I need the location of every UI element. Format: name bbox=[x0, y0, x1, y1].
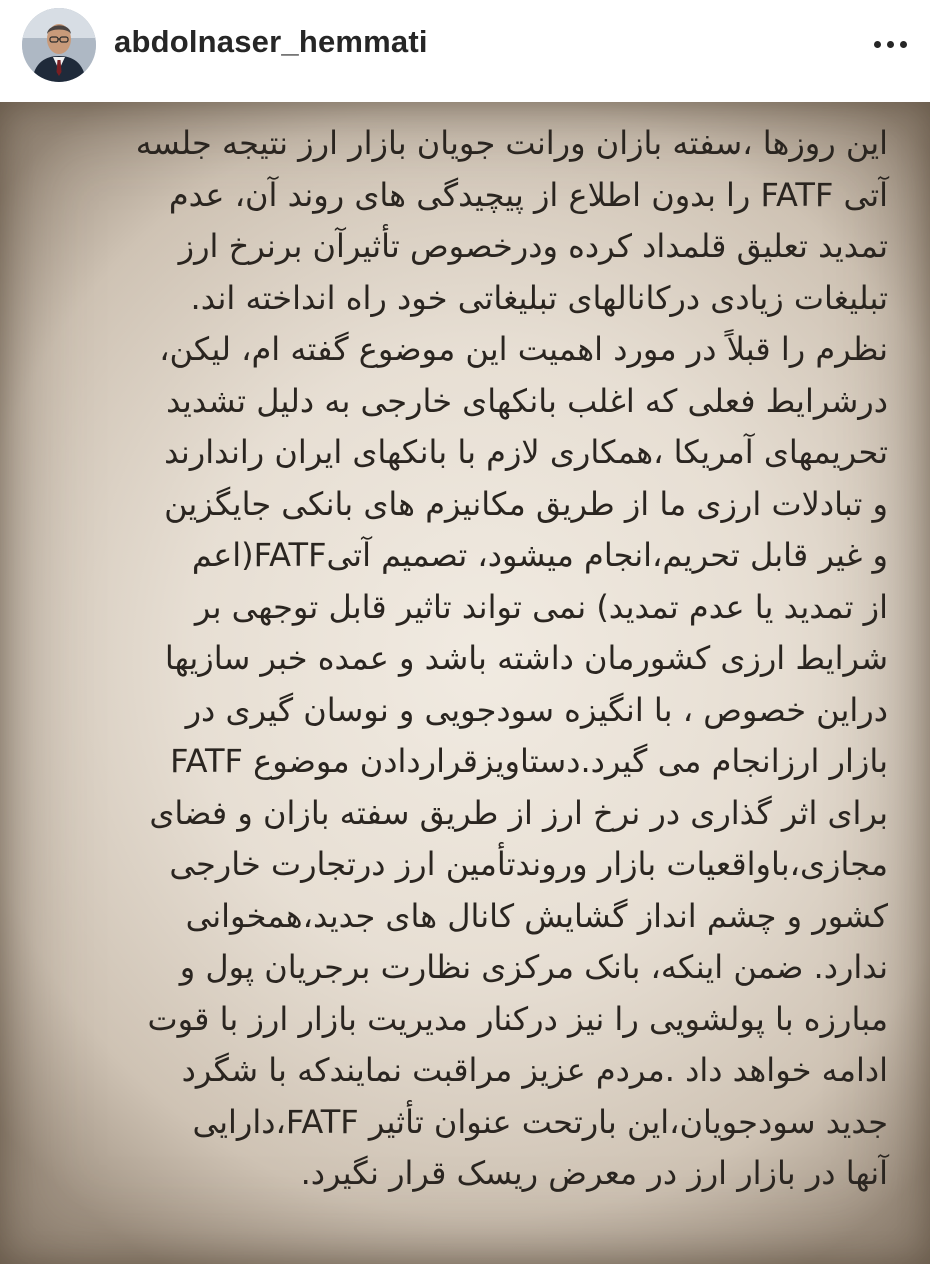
more-horizontal-icon-dot bbox=[887, 41, 894, 48]
text-line: و غیر قابل تحریم،انجام میشود، تصمیم آتیFATF(اعم bbox=[191, 536, 888, 574]
more-options-button[interactable] bbox=[868, 26, 912, 62]
text-line: آتی FATF را بدون اطلاع از پیچیدگی های روند آن، عدم bbox=[168, 175, 888, 214]
text-line: آنها در بازار ارز در معرض ریسک قرار نگیرد. bbox=[300, 1154, 888, 1192]
avatar[interactable] bbox=[22, 8, 96, 82]
bottom-strip bbox=[0, 1264, 930, 1280]
text-line: تمدید تعلیق قلمداد کرده ودرخصوص تأثیرآن برنرخ ارز bbox=[178, 227, 888, 265]
text-line: نظرم را قبلاً در مورد اهمیت این موضوع گفته ام، لیکن، bbox=[159, 330, 888, 368]
text-line: این روزها ،سفته بازان ورانت جویان بازار ارز نتیجه جلسه bbox=[135, 124, 888, 162]
username[interactable]: abdolnaser_hemmati bbox=[114, 24, 428, 59]
post-text bbox=[42, 118, 888, 1200]
text-line: کشور و چشم انداز گشایش کانال های جدید،همخوانی bbox=[185, 896, 888, 935]
post-header bbox=[0, 0, 930, 102]
text-line: تحریمهای آمریکا ،همکاری لازم با بانکهای ایران راندارند bbox=[164, 433, 888, 471]
profile-photo-icon bbox=[22, 8, 96, 82]
text-line: مبارزه با پولشویی را نیز درکنار مدیریت بازار ارز با قوت bbox=[147, 999, 888, 1038]
text-line: و تبادلات ارزی ما از طریق مکانیزم های بانکی جایگزین bbox=[164, 484, 888, 523]
post-image[interactable] bbox=[0, 102, 930, 1264]
text-line: بازار ارزانجام می گیرد.دستاویزقراردادن موضوع FATF bbox=[170, 742, 888, 780]
text-line: درشرایط فعلی که اغلب بانکهای خارجی به دلیل تشدید bbox=[166, 381, 888, 420]
text-line: مجازی،باواقعیات بازار وروندتأمین ارز درتجارت خارجی bbox=[169, 845, 888, 883]
text-line: شرایط ارزی کشورمان داشته باشد و عمده خبر سازیها bbox=[164, 639, 888, 677]
text-line: برای اثر گذاری در نرخ ارز از طریق سفته بازان و فضای bbox=[149, 793, 888, 832]
text-line: تبلیغات زیادی درکانالهای تبلیغاتی خود راه انداخته اند. bbox=[190, 278, 888, 317]
text-line: از تمدید یا عدم تمدید) نمی تواند تاثیر قابل توجهی بر bbox=[194, 587, 888, 626]
more-horizontal-icon bbox=[874, 41, 881, 48]
more-horizontal-icon-dot bbox=[900, 41, 907, 48]
text-line: ندارد. ضمن اینکه، بانک مرکزی نظارت برجریان پول و bbox=[179, 948, 888, 986]
text-line: جدید سودجویان،این بارتحت عنوان تأثیر FATF،دارایی bbox=[192, 1102, 888, 1141]
text-line: دراین خصوص ، با انگیزه سودجویی و نوسان گیری در bbox=[185, 690, 888, 729]
text-line: ادامه خواهد داد .مردم عزیز مراقبت نمایندکه با شگرد bbox=[181, 1051, 888, 1089]
